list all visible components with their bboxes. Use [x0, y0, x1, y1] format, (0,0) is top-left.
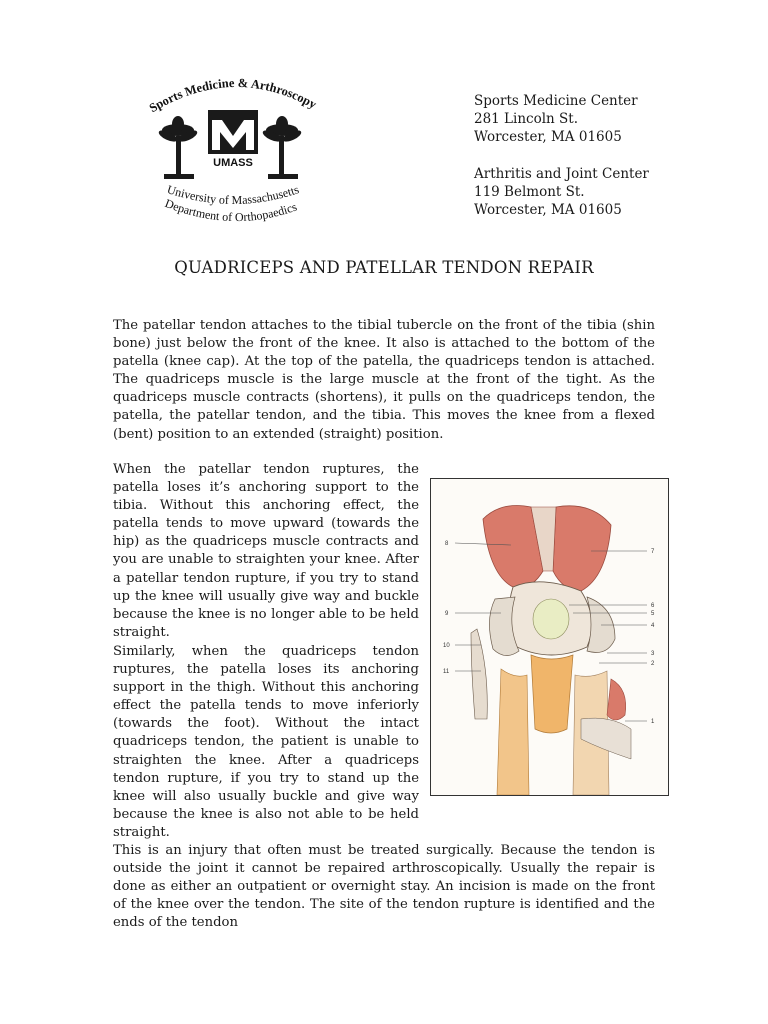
address-city: Worcester, MA 01605	[474, 202, 622, 219]
address-name: Sports Medicine Center	[474, 93, 638, 109]
umass-mark-icon	[208, 110, 258, 154]
palm-tree-icon	[261, 116, 303, 179]
paragraph: This is an injury that often must be treated surgically. Because the tendon is outside the joint it cannot be repaired arthroscopically. Usually the repair is done as either an outpatient or overnight stay. An incision is made on the front of the knee over the tendon. The site of the tendon rupture is identified and the ends of the tendon	[113, 843, 655, 931]
knee-anatomy-drawing	[431, 479, 668, 795]
paragraph: When the patellar tendon ruptures, the patella loses it’s anchoring support to the tibia. Without this anchoring effect, the patella tends to move upward (towards the hip) as the quadriceps muscle contracts and you are unable to straighten your knee. After a patellar tendon rupture, if you try to stand up the knee will usually give way and buckle because the knee is no longer able to be held straight.	[113, 462, 419, 640]
knee-anatomy-illustration	[430, 478, 669, 796]
address-name: Arthritis and Joint Center	[474, 165, 649, 182]
logo-arc-top-text: Sports Medicine & Arthroscopy	[146, 75, 319, 116]
figure-label: 6	[651, 603, 655, 609]
figure-label: 2	[651, 661, 655, 667]
logo-brand-text: UMASS	[213, 157, 253, 169]
figure-label: 4	[651, 623, 655, 629]
figure-label: 5	[651, 611, 655, 617]
palm-tree-icon	[157, 116, 199, 179]
figure-label: 1	[651, 719, 655, 725]
paragraph: Similarly, when the quadriceps tendon ruptures, the patella loses its anchoring support in the thigh. Without this anchoring effect the patella tends to move inferiorly (towards the foot). Without the intact quadriceps tendon, the patient is unable to straighten the knee. After a quadriceps tendon rupture, if you try to stand up the knee will also usually buckle and give way because the knee is also not able to be held straight.	[113, 644, 419, 840]
page-title: QUADRICEPS AND PATELLAR TENDON REPAIR	[174, 258, 594, 277]
umass-sports-medicine-logo	[136, 70, 332, 240]
figure-label: 3	[651, 651, 655, 657]
figure-label: 10	[443, 643, 450, 649]
paragraph: The patellar tendon attaches to the tibial tubercle on the front of the tibia (shin bone) just below the front of the knee. It also is attached to the bottom of the patella (knee cap). At the top of the patella, the quadriceps tendon is attached. The quadriceps muscle is the large muscle at the front of the tight. As the quadriceps muscle contracts (shortens), it pulls on the quadriceps tendon, the patella, the patellar tendon, and the tibia. This moves the knee from a flexed (bent) position to an extended (straight) position.	[113, 318, 655, 442]
address-street: 281 Lincoln St.	[474, 111, 578, 128]
logo-arc-bottom-text-2: Department of Orthopaedics	[163, 195, 299, 225]
address-city: Worcester, MA 01605	[474, 129, 622, 146]
figure-label: 9	[445, 611, 449, 617]
address-block	[474, 92, 649, 219]
figure-label: 7	[651, 549, 655, 555]
figure-label: 11	[443, 669, 450, 675]
logo-arc-bottom-text-1: University of Massachusetts	[165, 182, 301, 208]
address-street: 119 Belmont St.	[474, 183, 585, 200]
figure-label: 8	[445, 541, 449, 547]
